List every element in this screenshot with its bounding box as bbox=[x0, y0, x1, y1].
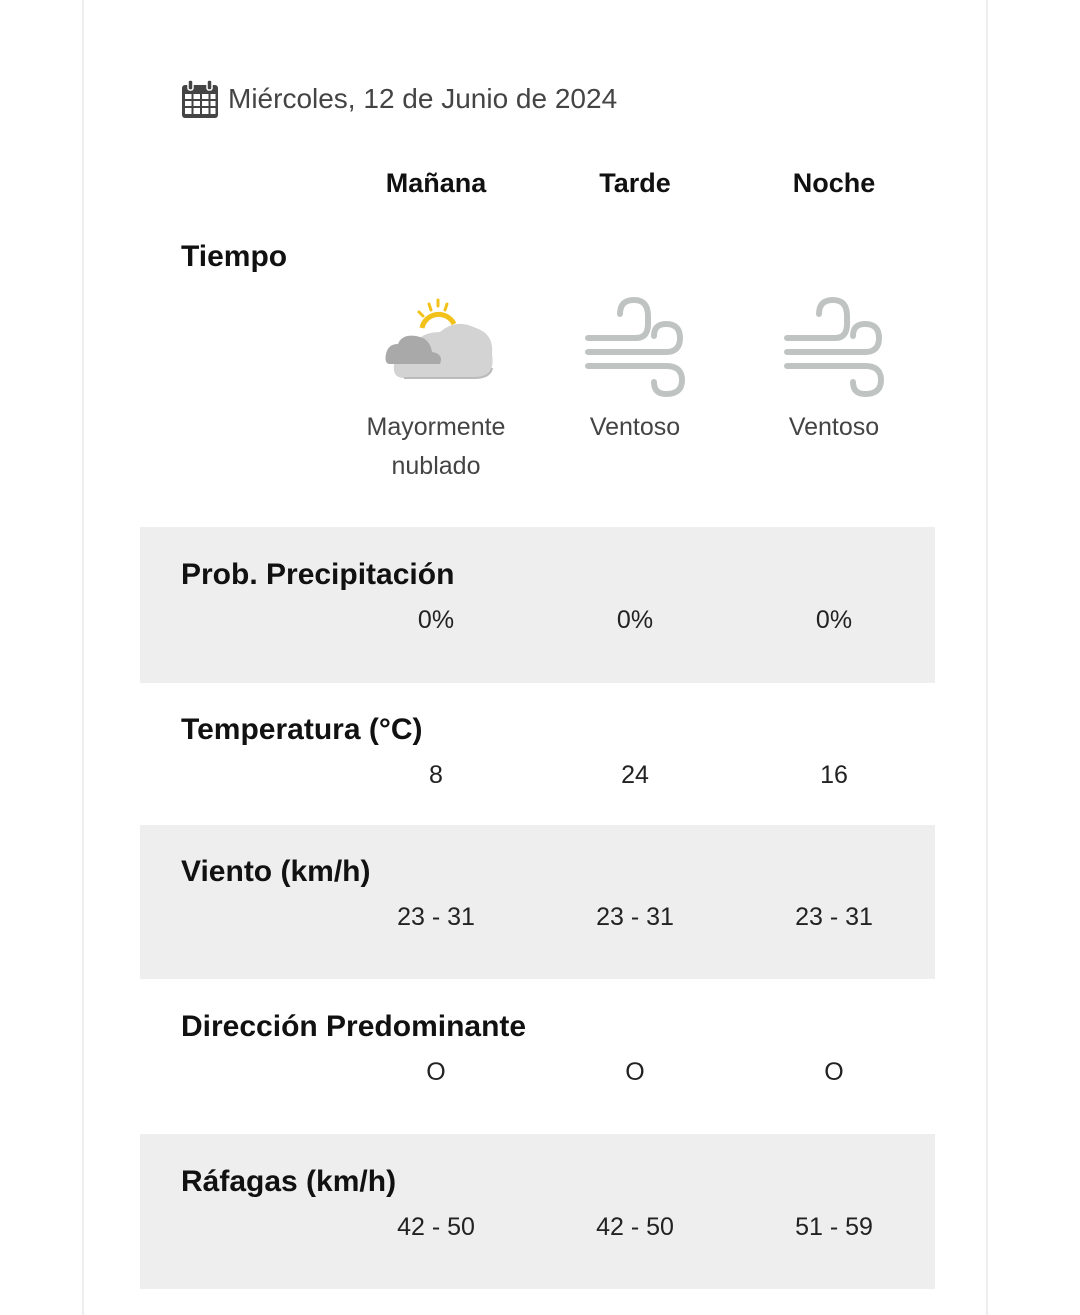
row-value: 0% bbox=[417, 606, 455, 634]
row-value: 23 - 31 bbox=[397, 903, 475, 931]
row-value: 23 - 31 bbox=[795, 903, 873, 931]
forecast-card bbox=[82, 0, 988, 1315]
row-value: O bbox=[824, 1058, 844, 1086]
weather-desc-tarde: Ventoso bbox=[589, 413, 681, 441]
period-header-manana: Mañana bbox=[385, 168, 487, 198]
row-value: 16 bbox=[820, 761, 848, 789]
period-header-tarde: Tarde bbox=[599, 168, 671, 198]
partly-cloudy-icon bbox=[382, 288, 502, 398]
weather-label: Tiempo bbox=[181, 240, 288, 273]
row-value: O bbox=[625, 1058, 645, 1086]
date-header bbox=[181, 76, 617, 122]
row-label: Ráfagas (km/h) bbox=[181, 1165, 397, 1198]
date-text: Miércoles, 12 de Junio de 2024 bbox=[228, 83, 618, 114]
row-band-precip bbox=[140, 527, 935, 683]
row-label: Viento (km/h) bbox=[181, 855, 371, 888]
row-value: O bbox=[426, 1058, 446, 1086]
weather-desc-manana: Mayormente nublado bbox=[366, 413, 506, 480]
row-value: 0% bbox=[815, 606, 853, 634]
row-band-wind bbox=[140, 825, 935, 979]
wind-icon bbox=[777, 288, 897, 398]
calendar-icon bbox=[181, 79, 219, 119]
row-label: Prob. Precipitación bbox=[181, 558, 455, 591]
row-value: 8 bbox=[429, 761, 443, 789]
wind-icon bbox=[578, 288, 698, 398]
row-label: Temperatura (°C) bbox=[181, 713, 423, 746]
row-value: 42 - 50 bbox=[397, 1213, 475, 1241]
period-headers bbox=[84, 168, 986, 208]
row-value: 24 bbox=[621, 761, 649, 789]
row-value: 23 - 31 bbox=[596, 903, 674, 931]
row-band-gusts bbox=[140, 1134, 935, 1289]
weather-desc-noche: Ventoso bbox=[788, 413, 880, 441]
row-value: 42 - 50 bbox=[596, 1213, 674, 1241]
period-header-noche: Noche bbox=[792, 168, 876, 198]
row-value: 51 - 59 bbox=[795, 1213, 873, 1241]
row-value: 0% bbox=[616, 606, 654, 634]
row-label: Dirección Predominante bbox=[181, 1010, 527, 1043]
